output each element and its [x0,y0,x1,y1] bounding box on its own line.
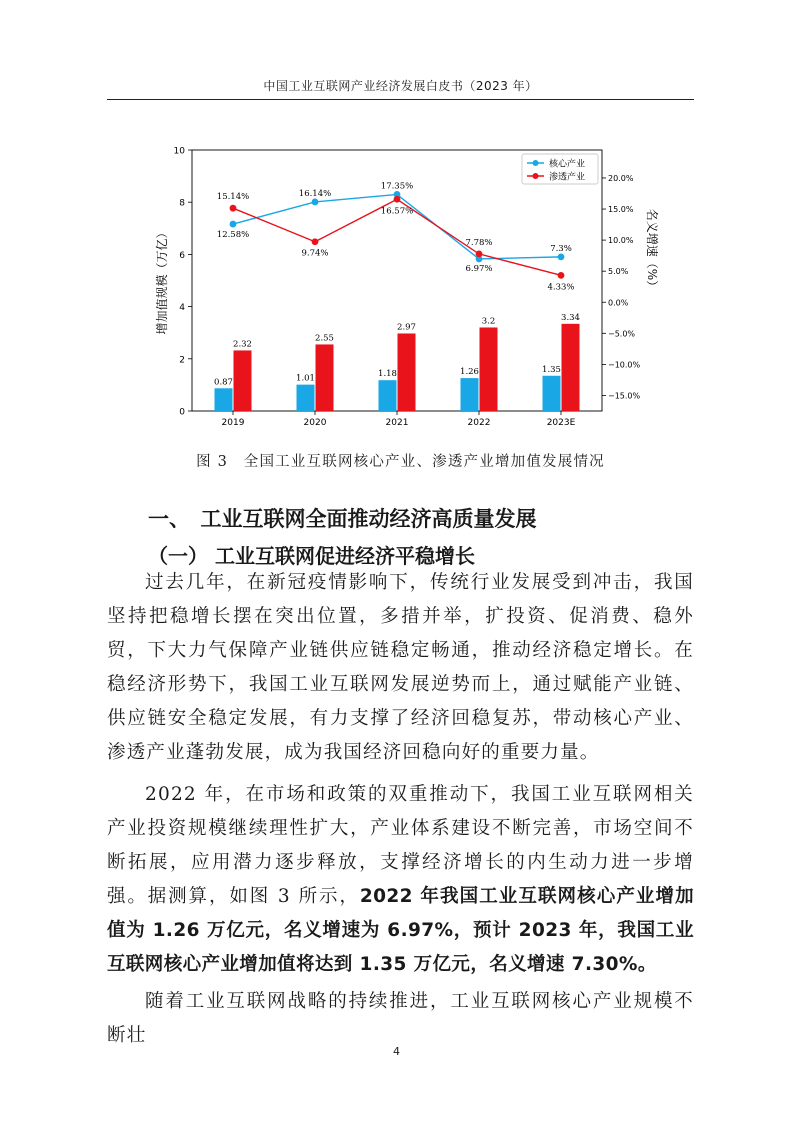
line-point [558,253,565,260]
bar-core [297,385,315,411]
bar-label: 1.18 [378,369,397,380]
bar-label: 3.2 [481,316,496,327]
bar-penetration [398,333,416,411]
y-tick-label: 0 [179,407,185,418]
bar-label: 1.35 [542,364,561,375]
y2-tick-label: 5.0% [608,267,629,277]
y-tick-label: 10 [173,146,185,157]
figure-caption: 图 3 全国工业互联网核心产业、渗透产业增加值发展情况 [196,454,605,470]
y-tick-label: 2 [179,355,185,366]
y-axis-label: 增加值规模（万亿） [155,226,169,335]
y2-tick-label: 10.0% [608,236,634,246]
bar-label: 2.55 [315,333,334,344]
paragraph-2 [107,778,694,982]
bar-label: 1.26 [460,367,479,378]
line-point [394,196,401,203]
y2-tick-label: 0.0% [608,298,629,308]
paragraph-2-bold: 2022 年我国工业互联网核心产业增加值为 1.26 万亿元，名义增速为 6.97%，预计 2023 年，我国工业互联网核心产业增加值将达到 1.35 万亿元，名义增速 7.30%。 [107,886,695,975]
bar-penetration [562,324,580,411]
bar-penetration [234,350,252,411]
legend-marker [533,160,539,166]
x-tick-label: 2023E [546,418,576,428]
legend-label: 核心产业 [549,159,586,170]
line-label: 9.74% [301,248,329,259]
line-label: 7.78% [465,237,493,248]
x-tick-label: 2020 [303,418,327,428]
line-label: 7.3% [550,243,572,254]
line-label: 17.35% [380,181,414,192]
paragraph-3: 随着工业互联网战略的持续推进，工业互联网核心产业规模不断壮 [107,991,694,1046]
line-point [230,221,237,228]
line-core [233,194,561,259]
line-label: 16.14% [298,188,332,199]
line-label: 4.33% [547,282,575,293]
bar-label: 3.34 [561,312,580,323]
line-point [312,238,319,245]
page-number: 4 [393,1045,400,1058]
paragraph-2-text: 2022 年，在市场和政策的双重推动下，我国工业互联网相关产业投资规模继续理性扩大，产业体系建设不断完善，市场空间不断拓展，应用潜力逐步释放，支撑经济增长的内生动力进一步增强。据测算，如图 3 所示， [107,784,694,907]
line-label: 6.97% [465,263,493,274]
section-heading: 一、 工业互联网全面推动经济高质量发展 [148,507,537,531]
line-label: 15.14% [216,192,250,203]
bar-core [461,378,479,411]
bar-label: 2.97 [397,322,416,333]
x-tick-label: 2021 [385,418,409,428]
subsection-heading: （一） 工业互联网促进经济平稳增长 [148,544,475,568]
bar-penetration [480,327,498,411]
x-tick-label: 2019 [221,418,245,428]
y2-tick-label: 20.0% [608,173,634,183]
line-label: 16.57% [380,206,414,217]
header-rule [107,99,694,100]
x-tick-label: 2022 [467,418,491,428]
bar-label: 1.01 [296,373,315,384]
y-tick-label: 6 [179,250,185,261]
y2-tick-label: 15.0% [608,205,634,215]
y2-tick-label: −10.0% [608,360,641,370]
paragraph-1: 过去几年，在新冠疫情影响下，传统行业发展受到冲击，我国坚持把稳增长摆在突出位置，多措并举，扩投资、促消费、稳外贸，下大力气保障产业链供应链稳定畅通，推动经济稳定增长。在稳经济形势下，我国工业互联网发展逆势而上，通过赋能产业链、供应链安全稳定发展，有力支撑了经济回稳复苏，带动核心产业、渗透产业蓬勃发展，成为我国经济回稳向好的重要力量。 [107,572,694,763]
y2-axis-label: 名义增速（%） [645,208,659,293]
y-tick-label: 4 [179,303,185,314]
line-point [476,251,483,258]
line-point [312,199,319,206]
legend-marker [533,173,539,179]
bar-core [379,380,397,411]
bar-penetration [316,344,334,411]
y2-tick-label: −5.0% [608,329,636,339]
y2-tick-label: −15.0% [608,391,641,401]
line-point [230,205,237,212]
y-tick-label: 8 [179,198,185,209]
value-added-chart [150,140,659,430]
line-point [558,272,565,279]
line-label: 12.58% [216,230,250,241]
legend-label: 渗透产业 [549,172,586,183]
running-header: 中国工业互联网产业经济发展白皮书（2023 年） [263,79,538,93]
bar-core [215,388,233,411]
bar-label: 2.32 [233,339,252,350]
bar-core [543,376,561,411]
bar-label: 0.87 [214,377,233,388]
